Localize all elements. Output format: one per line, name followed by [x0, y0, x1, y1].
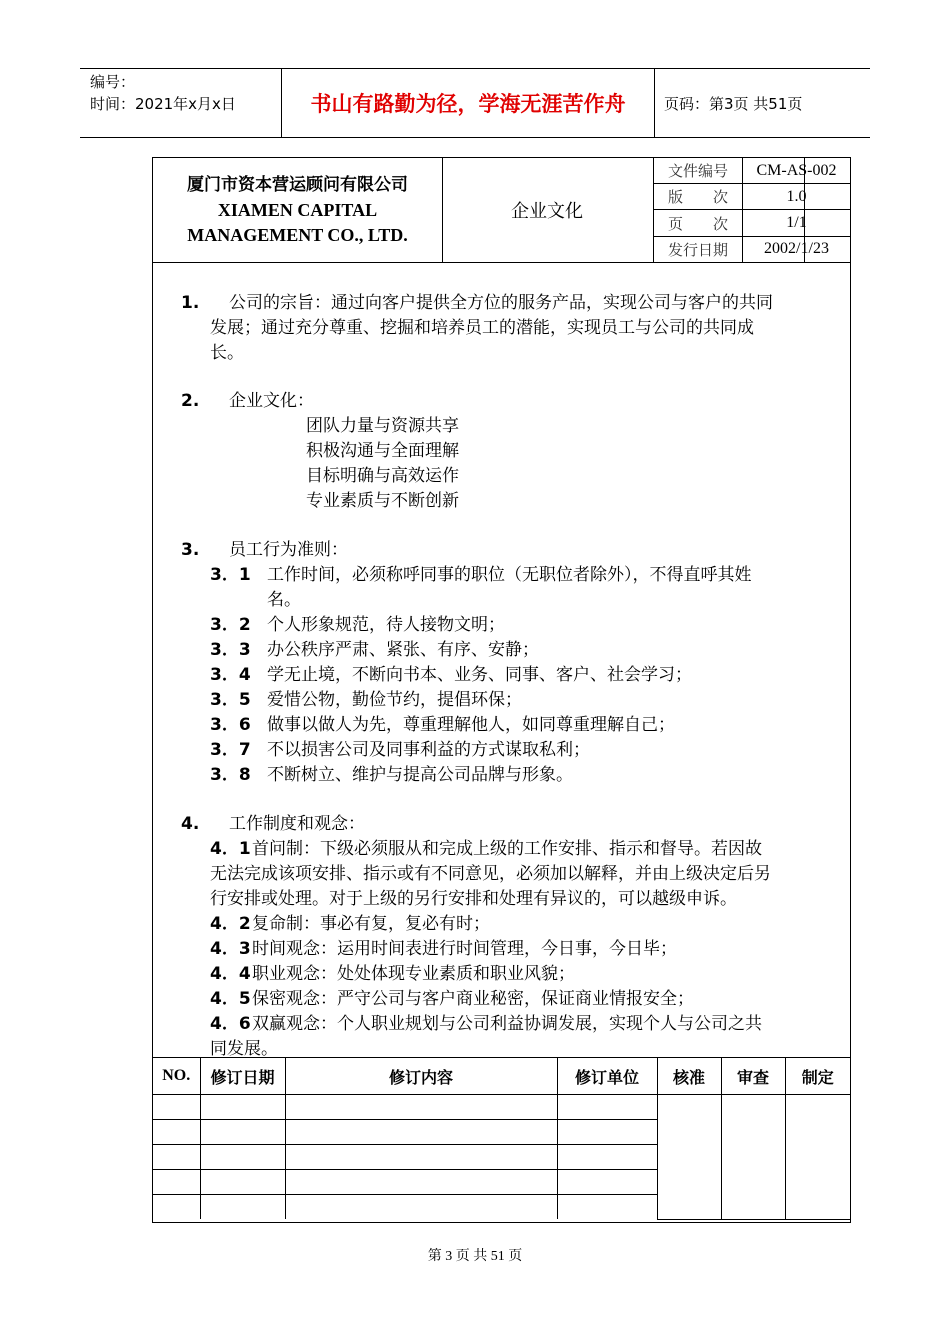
revision-header-row: [153, 1058, 850, 1095]
policy-text: 双赢观念：个人职业规划与公司利益协调发展，实现个人与公司之共: [252, 1014, 762, 1034]
policy-text: 同发展。: [210, 1039, 278, 1059]
policy-number: 4．3: [210, 939, 251, 959]
policy-text: 职业观念：处处体现专业素质和职业风貌；: [252, 964, 575, 984]
meta-key: 页 次: [654, 210, 743, 236]
policy-text: 无法完成该项安排、指示或有不同意见，必须加以解释，并由上级决定后另: [210, 864, 771, 884]
cell-empty: [285, 1145, 557, 1170]
header-no: NO.: [153, 1058, 200, 1095]
rule-number: 3．7: [210, 740, 251, 760]
meta-value: 2002/1/23: [743, 236, 851, 262]
meta-row: [654, 210, 851, 236]
policy-number: 4．1: [210, 839, 251, 859]
cell-empty: [200, 1195, 285, 1220]
section-title: 员工行为准则：: [229, 540, 348, 560]
cell-empty: [200, 1095, 285, 1120]
cell-empty: [200, 1170, 285, 1195]
cell-empty: [557, 1195, 657, 1220]
cell-empty: [153, 1120, 200, 1145]
meta-row: [654, 236, 851, 262]
section-title: 工作制度和观念：: [229, 814, 365, 834]
rule-text: 名。: [267, 590, 301, 610]
cell-empty: [153, 1195, 200, 1220]
cell-empty: [557, 1095, 657, 1120]
header-review: 审查: [721, 1058, 785, 1095]
section-text: 长。: [210, 343, 244, 363]
cell-empty: [153, 1095, 200, 1120]
cell-empty: [285, 1195, 557, 1220]
section-title: 企业文化：: [229, 391, 314, 411]
cell-empty: [557, 1120, 657, 1145]
cell-empty: [285, 1120, 557, 1145]
policy-number: 4．6: [210, 1014, 251, 1034]
policy-number: 4．4: [210, 964, 251, 984]
section-text: 公司的宗旨：通过向客户提供全方位的服务产品，实现公司与客户的共同: [229, 293, 773, 313]
header-revision-unit: 修订单位: [557, 1058, 657, 1095]
culture-item: 积极沟通与全面理解: [306, 441, 459, 461]
meta-key: 文件编号: [654, 158, 743, 184]
cell-empty: [200, 1145, 285, 1170]
company-name-en-2: MANAGEMENT CO., LTD.: [187, 224, 408, 245]
revision-table: [153, 1057, 850, 1220]
time-label: 时间：2021年x月x日: [90, 95, 236, 113]
company-name-en-1: XIAMEN CAPITAL: [217, 199, 378, 220]
section-number: 3.: [181, 540, 200, 560]
policy-text: 行安排或处理。对于上级的另行安排和处理有异议的，可以越级申诉。: [210, 889, 737, 909]
policy-number: 4．2: [210, 914, 251, 934]
cell-empty: [153, 1145, 200, 1170]
review-signature-cell: [721, 1095, 785, 1220]
document-meta: [653, 158, 850, 262]
company-name-cn: 厦门市资本营运顾问有限公司: [187, 174, 408, 195]
meta-row: [654, 158, 851, 184]
page-footer: 第 3 页 共 51 页: [427, 1249, 523, 1264]
number-label: 编号：: [90, 73, 136, 91]
meta-row: [654, 184, 851, 210]
cell-empty: [557, 1170, 657, 1195]
cell-empty: [153, 1170, 200, 1195]
rule-text: 做事以做人为先，尊重理解他人，如同尊重理解自己；: [267, 715, 675, 735]
rule-number: 3．6: [210, 715, 251, 735]
rule-text: 个人形象规范，待人接物文明；: [267, 615, 505, 635]
culture-item: 目标明确与高效运作: [306, 466, 459, 486]
header-approve: 核准: [657, 1058, 721, 1095]
page-header: [80, 68, 870, 138]
culture-item: 专业素质与不断创新: [306, 491, 459, 511]
cell-empty: [557, 1145, 657, 1170]
approve-signature-cell: [657, 1095, 721, 1220]
meta-key: 版 次: [654, 184, 743, 210]
meta-key: 发行日期: [654, 236, 743, 262]
rule-number: 3．8: [210, 765, 251, 785]
cell-empty: [200, 1120, 285, 1145]
company-name-cell: [153, 158, 443, 262]
document-frame: [152, 157, 851, 1223]
section-number: 1.: [181, 293, 200, 313]
page-info: 页码：第3页 共51页: [664, 94, 803, 113]
header-prepare: 制定: [785, 1058, 850, 1095]
rule-text: 不断树立、维护与提高公司品牌与形象。: [267, 765, 573, 785]
rule-number: 3．4: [210, 665, 251, 685]
policy-text: 保密观念：严守公司与客户商业秘密，保证商业情报安全；: [252, 989, 694, 1009]
cell-empty: [285, 1095, 557, 1120]
section-text: 发展；通过充分尊重、挖掘和培养员工的潜能，实现员工与公司的共同成: [210, 318, 754, 338]
rule-text: 不以损害公司及同事利益的方式谋取私利；: [267, 740, 590, 760]
rule-text: 爱惜公物，勤俭节约，提倡环保；: [267, 690, 522, 710]
rule-number: 3．2: [210, 615, 251, 635]
policy-number: 4．5: [210, 989, 251, 1009]
document-title: 企业文化: [511, 201, 583, 222]
rule-text: 学无止境，不断向书本、业务、同事、客户、社会学习；: [267, 665, 692, 685]
policy-text: 时间观念：运用时间表进行时间管理，今日事，今日毕；: [252, 939, 677, 959]
title-row: [153, 158, 850, 263]
rule-text: 工作时间，必须称呼同事的职位（无职位者除外），不得直呼其姓: [267, 565, 752, 585]
rule-number: 3．1: [210, 565, 251, 585]
meta-value: 1/1: [743, 210, 851, 236]
rule-number: 3．3: [210, 640, 251, 660]
culture-item: 团队力量与资源共享: [306, 416, 459, 436]
section-number: 2.: [181, 391, 200, 411]
policy-text: 首问制：下级必须服从和完成上级的工作安排、指示和督导。若因故: [252, 839, 762, 859]
rule-text: 办公秩序严肃、紧张、有序、安静；: [267, 640, 539, 660]
header-revision-content: 修订内容: [285, 1058, 557, 1095]
header-info-cell: [80, 69, 282, 137]
header-revision-date: 修订日期: [200, 1058, 285, 1095]
meta-value: CM-AS-002: [743, 158, 851, 184]
rule-number: 3．5: [210, 690, 251, 710]
revision-row: [153, 1095, 850, 1120]
section-number: 4.: [181, 814, 200, 834]
policy-text: 复命制：事必有复，复必有时；: [252, 914, 490, 934]
meta-value: 1.0: [743, 184, 851, 210]
cell-empty: [285, 1170, 557, 1195]
motto: 书山有路勤为径，学海无涯苦作舟: [282, 69, 655, 137]
prepare-signature-cell: [785, 1095, 850, 1220]
